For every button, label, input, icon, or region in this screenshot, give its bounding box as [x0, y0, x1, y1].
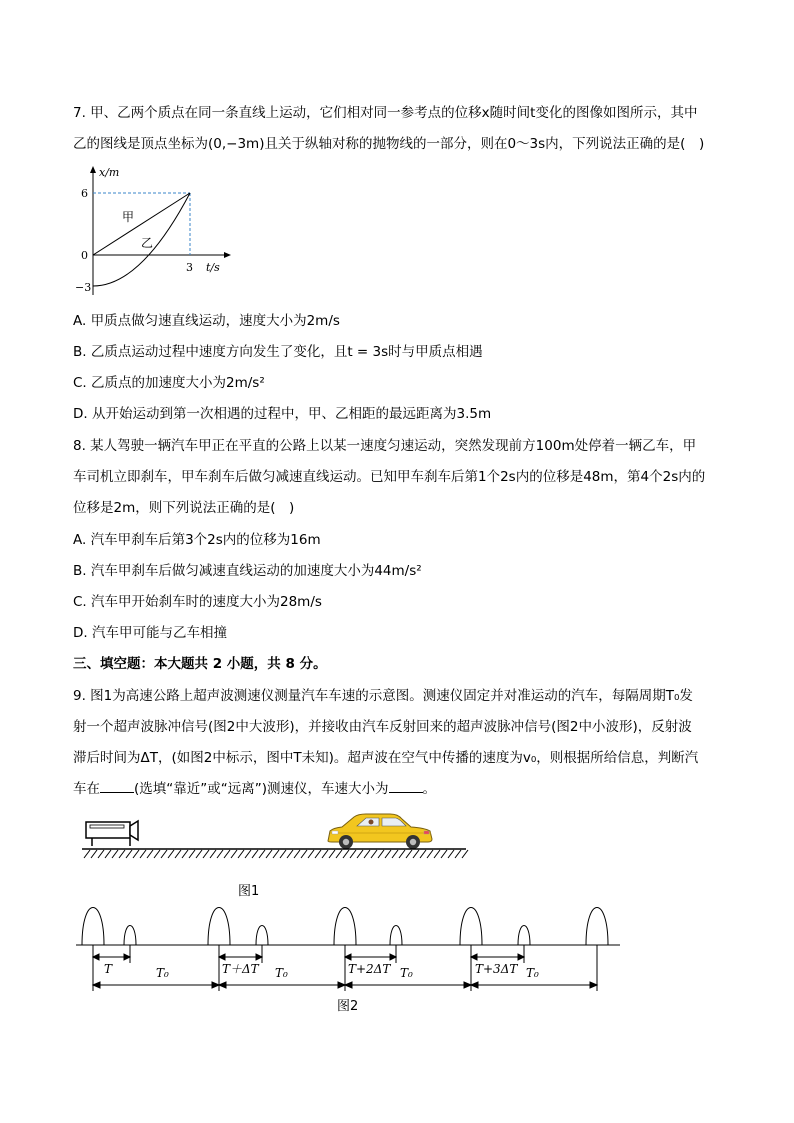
- ground-hatch-line: [336, 850, 342, 858]
- label-T-2dT: T+2ΔT: [348, 962, 391, 976]
- ground-hatch-line: [350, 850, 356, 858]
- q9-line4-part-a: 车在: [73, 781, 100, 797]
- ground-hatch-line: [322, 850, 328, 858]
- ytick-6: 6: [81, 187, 88, 200]
- q8-stem-line2: 车司机立即刹车，甲车刹车后做匀减速直线运动。已知甲车刹车后第1个2s内的位移是48m，第4个2s内的: [73, 469, 706, 485]
- label-T0-3: T₀: [400, 966, 413, 980]
- ytick-neg3: −3: [75, 281, 92, 294]
- ground-hatch-line: [343, 850, 349, 858]
- speed-detector-icon: [86, 821, 138, 846]
- ground-hatch-line: [126, 850, 132, 858]
- ground-hatch-line: [161, 850, 167, 858]
- xtick-3: 3: [186, 261, 193, 274]
- ground-hatch-line: [238, 850, 244, 858]
- q8-stem-line1: 8. 某人驾驶一辆汽车甲正在平直的公路上以某一速度匀速运动，突然发现前方100m处停着一辆乙车，甲: [73, 438, 697, 454]
- y-axis-label: x/m: [99, 166, 120, 179]
- ground-hatch-line: [273, 850, 279, 858]
- ground-hatch-line: [245, 850, 251, 858]
- answer-blank-1[interactable]: [100, 779, 134, 793]
- figure-2: [70, 905, 630, 995]
- ground-hatch-line: [147, 850, 153, 858]
- label-T-3dT: T+3ΔT: [475, 962, 518, 976]
- q9-stem-line3: 滞后时间为ΔT，(如图2中标示，图中T未知)。超声波在空气中传播的速度为v₀，则根据所给信息，判断汽: [73, 750, 699, 766]
- ground-hatch-line: [217, 850, 223, 858]
- ground-hatch-line: [294, 850, 300, 858]
- ground-hatch-line: [371, 850, 377, 858]
- ground-hatch-line: [378, 850, 384, 858]
- ground-hatch-line: [385, 850, 391, 858]
- q8-stem-line3: 位移是2m，则下列说法正确的是( ): [73, 500, 295, 516]
- ground-hatch-line: [266, 850, 272, 858]
- q7-xt-graph: [73, 163, 243, 298]
- ground-hatch-line: [210, 850, 216, 858]
- q9-line4-part-c: 。: [422, 781, 437, 797]
- label-T0-2: T₀: [275, 966, 288, 980]
- ground-hatch-line: [315, 850, 321, 858]
- ground-hatch-line: [427, 850, 433, 858]
- x-axis-label: t/s: [206, 261, 220, 274]
- ground-hatch-line: [231, 850, 237, 858]
- ground-hatch-line: [420, 850, 426, 858]
- label-T-dT: T＋ΔT: [222, 962, 259, 976]
- q7-option-b: B. 乙质点运动过程中速度方向发生了变化，且t = 3s时与甲质点相遇: [73, 344, 483, 360]
- ground-hatch-line: [308, 850, 314, 858]
- ground-hatch-line: [203, 850, 209, 858]
- small-pulse-1: [124, 926, 136, 946]
- section-heading: 三、填空题：本大题共 2 小题，共 8 分。: [73, 656, 327, 672]
- ground-hatch-line: [91, 850, 97, 858]
- ground-hatch-line: [98, 850, 104, 858]
- big-pulse-1: [82, 908, 104, 946]
- q8-option-b: B. 汽车甲刹车后做匀减速直线运动的加速度大小为44m/s²: [73, 563, 422, 579]
- ground-hatch-line: [357, 850, 363, 858]
- q7-option-c: C. 乙质点的加速度大小为2m/s²: [73, 375, 265, 391]
- label-T0-4: T₀: [526, 966, 539, 980]
- ytick-0: 0: [81, 249, 88, 262]
- figure-2-caption: 图2: [337, 999, 359, 1014]
- ground-hatch-line: [287, 850, 293, 858]
- q9-stem-line2: 射一个超声波脉冲信号(图2中大波形)，并接收由汽车反射回来的超声波脉冲信号(图2中小波形)，反射波: [73, 719, 692, 735]
- car-icon: [328, 814, 432, 849]
- figure-1: [80, 812, 480, 862]
- ground-hatch-line: [224, 850, 230, 858]
- ground-hatch-line: [133, 850, 139, 858]
- ground-hatch-line: [189, 850, 195, 858]
- big-pulse-5: [586, 908, 608, 946]
- ground-hatch-line: [196, 850, 202, 858]
- ground-hatch-line: [105, 850, 111, 858]
- figure-1-caption: 图1: [238, 884, 260, 899]
- ground-hatch-line: [280, 850, 286, 858]
- q7-stem-line2: 乙的图线是顶点坐标为(0,−3m)且关于纵轴对称的抛物线的一部分，则在0～3s内，下列说法正确的是( ): [73, 136, 705, 152]
- q8-option-d: D. 汽车甲可能与乙车相撞: [73, 625, 227, 641]
- q8-option-a: A. 汽车甲刹车后第3个2s内的位移为16m: [73, 532, 321, 548]
- q9-stem-line4: [73, 779, 436, 799]
- ground-hatch-line: [140, 850, 146, 858]
- ground-hatch-line: [182, 850, 188, 858]
- ground-hatch-line: [455, 850, 461, 858]
- q9-line4-part-b: (选填“靠近”或“远离”)测速仪，车速大小为: [134, 781, 389, 797]
- ground-hatch-line: [399, 850, 405, 858]
- ground-hatch-line: [392, 850, 398, 858]
- label-T: T: [104, 962, 113, 976]
- big-pulse-2: [208, 908, 230, 946]
- big-pulse-4: [460, 908, 482, 946]
- q7-option-a: A. 甲质点做匀速直线运动，速度大小为2m/s: [73, 313, 340, 329]
- small-pulse-4: [518, 926, 530, 946]
- label-T0-1: T₀: [156, 966, 169, 980]
- ground-hatch-line: [462, 850, 468, 858]
- ground-hatch-line: [252, 850, 258, 858]
- q8-option-c: C. 汽车甲开始刹车时的速度大小为28m/s: [73, 594, 322, 610]
- ground-hatch-line: [175, 850, 181, 858]
- ground-hatch-line: [119, 850, 125, 858]
- ground-hatch-line: [154, 850, 160, 858]
- small-pulse-2: [256, 926, 268, 946]
- ground-hatch-line: [441, 850, 447, 858]
- answer-blank-2[interactable]: [389, 779, 423, 793]
- ground-hatch-line: [413, 850, 419, 858]
- q7-stem-line1: 7. 甲、乙两个质点在同一条直线上运动，它们相对同一参考点的位移x随时间t变化的图像如图所示，其中: [73, 105, 698, 121]
- q7-option-d: D. 从开始运动到第一次相遇的过程中，甲、乙相距的最远距离为3.5m: [73, 406, 492, 422]
- label-jia: 甲: [122, 210, 135, 224]
- ground-hatch-line: [112, 850, 118, 858]
- q9-stem-line1: 9. 图1为高速公路上超声波测速仪测量汽车车速的示意图。测速仪固定并对准运动的汽车，每隔周期T₀发: [73, 688, 693, 704]
- ground-hatch-line: [406, 850, 412, 858]
- ground-hatch-line: [168, 850, 174, 858]
- ground-hatch-line: [364, 850, 370, 858]
- ground-hatch-line: [329, 850, 335, 858]
- big-pulse-3: [334, 908, 356, 946]
- ground-hatch-line: [448, 850, 454, 858]
- label-yi: 乙: [141, 236, 154, 250]
- ground-hatch-line: [301, 850, 307, 858]
- ground-hatch-line: [434, 850, 440, 858]
- ground-hatch-line: [259, 850, 265, 858]
- small-pulse-3: [390, 926, 402, 946]
- ground-hatch-line: [84, 850, 90, 858]
